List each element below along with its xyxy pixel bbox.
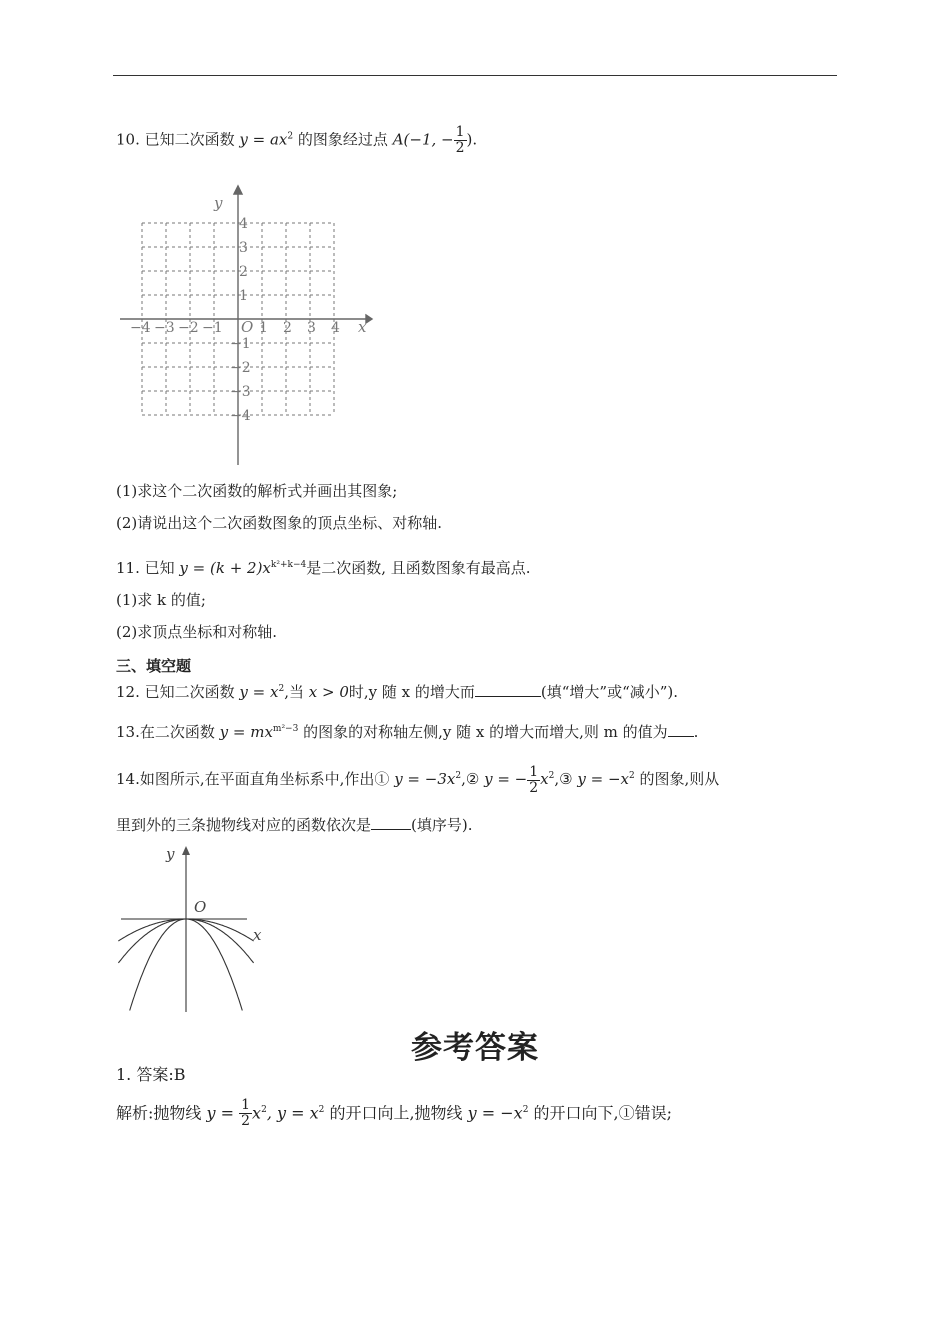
q12-exponent: 2 — [278, 684, 285, 694]
q11-part-2: (2)求顶点坐标和对称轴. — [116, 623, 278, 641]
explain-function-1-var: x — [252, 1103, 262, 1123]
answer-1: 1. 答案:B — [116, 1065, 186, 1084]
explain-text-c: 的开口向下,①错误; — [533, 1103, 672, 1123]
q10-point-end: ). — [466, 130, 478, 149]
question-14-line-2 — [116, 815, 473, 834]
q14-sep-c: ,③ — [554, 770, 573, 788]
q11-exponent: k²+k−4 — [270, 560, 307, 570]
q14-fraction: $\frac{1}{2}$ — [529, 763, 539, 796]
q14-function-1: y = −3x — [394, 770, 456, 788]
x-tick-label: −3 — [154, 320, 175, 336]
q10-exponent: 2 — [287, 131, 294, 142]
x-tick-label: 4 — [331, 320, 340, 336]
question-14 — [116, 759, 719, 796]
q12-answer-blank[interactable] — [475, 682, 541, 697]
x-tick-label: −1 — [202, 320, 223, 336]
q11-prefix: 11. 已知 — [116, 559, 175, 577]
q14-line2-end: (填序号). — [411, 816, 473, 834]
explain-exponent-1: 2 — [261, 1105, 267, 1115]
q13-function: y = mx — [219, 723, 273, 741]
header-rule — [113, 75, 837, 76]
origin-label: O — [194, 898, 207, 916]
q11-part-1: (1)求 k 的值; — [116, 591, 206, 609]
explain-text-b: 的开口向上,抛物线 — [329, 1103, 463, 1123]
explain-exponent-2: 2 — [318, 1105, 325, 1115]
answer-1-explanation — [116, 1093, 672, 1130]
y-axis-label: y — [166, 845, 175, 863]
q10-part-1: (1)求这个二次函数的解析式并画出其图象; — [116, 482, 398, 500]
q12-text-c: 时,y 随 x 的增大而 — [348, 683, 475, 701]
explain-exponent-3: 2 — [522, 1105, 529, 1115]
q10-fraction: $\frac{1}{2}$ — [455, 124, 465, 156]
x-axis-arrow — [366, 315, 372, 323]
x-tick-label: −4 — [130, 320, 151, 336]
q12-function: y = x — [239, 683, 279, 701]
q12-text-d: (填“增大”或“减小”). — [540, 683, 679, 701]
q14-function-3: y = −x — [577, 770, 629, 788]
origin-label: O — [241, 318, 254, 336]
q14-exponent-3: 2 — [628, 771, 635, 781]
x-tick-label: 3 — [307, 320, 316, 336]
x-axis-label: x — [358, 318, 367, 336]
explain-function-2: , y = x — [266, 1103, 319, 1123]
q14-text-d: 的图象,则从 — [639, 770, 720, 788]
explain-function-3: y = −x — [467, 1103, 523, 1123]
x-axis-label: x — [253, 926, 262, 944]
q13-text-b: 的图象的对称轴左侧,y 随 x 的增大而增大,则 m 的值为 — [303, 723, 668, 741]
q10-text: 的图象经过点 — [297, 130, 388, 149]
y-tick-label: −4 — [230, 408, 251, 424]
q12-text-b: ,当 — [284, 683, 304, 701]
question-12 — [116, 680, 678, 701]
q14-function-2-var: x — [540, 770, 549, 788]
q14-sep-b: ,② — [461, 770, 480, 788]
y-axis-arrow — [234, 186, 242, 194]
q12-condition: x > 0 — [308, 683, 349, 701]
explain-fraction: $\frac{1}{2}$ — [241, 1097, 251, 1130]
y-axis-label: y — [214, 194, 223, 212]
q13-answer-blank[interactable] — [668, 722, 694, 737]
q12-prefix: 12. 已知二次函数 — [116, 683, 235, 701]
y-tick-label: −3 — [230, 384, 251, 400]
x-tick-label: 2 — [283, 320, 292, 336]
q14-exponent-2: 2 — [548, 771, 555, 781]
q11-function: y = (k + 2)x — [179, 559, 271, 577]
parabola-figure — [115, 840, 275, 1015]
x-tick-label: −2 — [178, 320, 199, 336]
section-3-title: 三、填空题 — [116, 657, 192, 675]
question-13 — [116, 720, 698, 741]
x-tick-label: 1 — [259, 320, 268, 336]
y-tick-label: 3 — [239, 240, 248, 256]
y-axis-arrow — [182, 846, 190, 855]
q14-line2-text: 里到外的三条抛物线对应的函数依次是 — [116, 816, 372, 834]
q14-prefix: 14.如图所示,在平面直角坐标系中,作出① — [116, 770, 390, 788]
y-tick-label: 1 — [239, 288, 248, 304]
q13-prefix: 13.在二次函数 — [116, 723, 215, 741]
explain-function-1: y = — [206, 1103, 235, 1123]
q14-exponent-1: 2 — [455, 771, 462, 781]
y-tick-label: 2 — [239, 264, 248, 280]
q10-prefix: 10. 已知二次函数 — [116, 130, 235, 149]
q13-text-c: . — [693, 723, 699, 741]
question-10 — [116, 125, 477, 156]
question-11 — [116, 556, 531, 577]
q14-function-2: y = − — [484, 770, 528, 788]
y-tick-label: 4 — [239, 216, 248, 232]
explain-prefix: 解析:抛物线 — [116, 1103, 202, 1123]
q13-exponent: m²−3 — [272, 724, 299, 734]
q10-function: y = ax — [239, 130, 288, 149]
q10-part-2: (2)请说出这个二次函数图象的顶点坐标、对称轴. — [116, 514, 443, 532]
q11-text: 是二次函数, 且函数图象有最高点. — [306, 559, 531, 577]
answers-title: 参考答案 — [411, 1030, 539, 1066]
q14-answer-blank[interactable] — [371, 815, 411, 830]
y-tick-label: −2 — [230, 360, 251, 376]
q10-point: A(−1, − — [392, 130, 454, 149]
coordinate-grid-figure — [110, 180, 380, 470]
y-tick-label: −1 — [230, 336, 251, 352]
